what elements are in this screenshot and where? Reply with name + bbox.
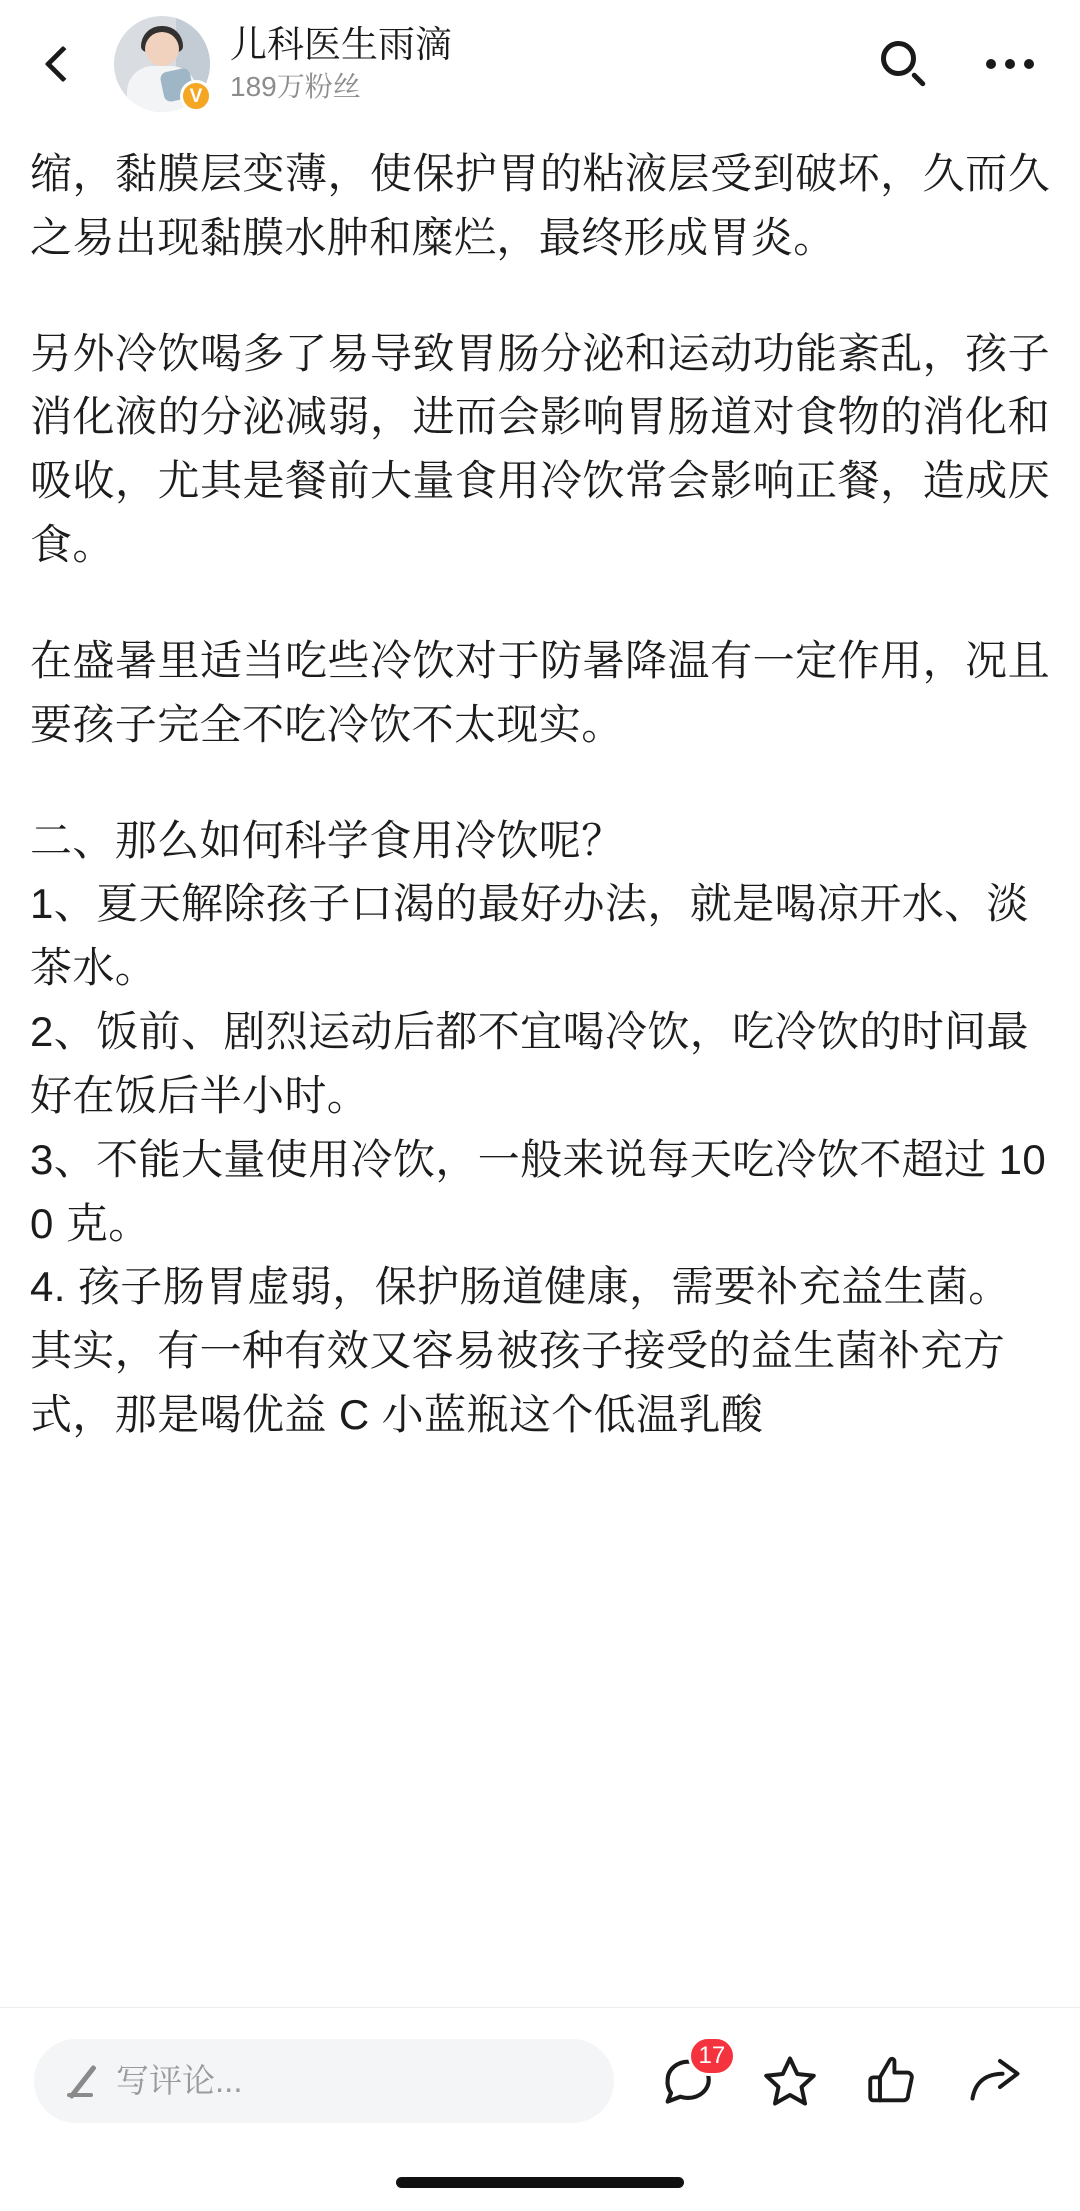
article-content[interactable] (0, 128, 1080, 2007)
content-fade (0, 1967, 1080, 2007)
article-paragraph: 在盛暑里适当吃些冷饮对于防暑降温有一定作用，况且要孩子完全不吃冷饮不太现实。 (30, 636, 1050, 748)
home-indicator[interactable] (396, 2177, 684, 2188)
article-section-heading: 二、那么如何科学食用冷饮呢？ (30, 816, 624, 864)
author-name: 儿科医生雨滴 (230, 23, 452, 65)
article-closing-paragraph: 其实，有一种有效又容易被孩子接受的益生菌补充方式，那是喝优益 C 小蓝瓶这个低温乳酸 (30, 1327, 1006, 1439)
action-icons (614, 2038, 1046, 2124)
author-followers: 189万粉丝 (230, 71, 361, 103)
bottom-action-bar (0, 2007, 1080, 2153)
pen-icon (64, 2064, 98, 2098)
search-button[interactable] (868, 28, 940, 100)
header-actions (868, 28, 1046, 100)
avatar[interactable] (114, 16, 210, 112)
thumbs-up-icon (863, 2052, 921, 2110)
comment-input-placeholder: 写评论... (116, 2062, 243, 2099)
search-icon (881, 41, 927, 87)
author-block[interactable] (114, 16, 858, 112)
like-button[interactable] (849, 2038, 935, 2124)
star-icon (760, 2051, 820, 2111)
back-button[interactable] (30, 31, 96, 97)
share-button[interactable] (952, 2038, 1038, 2124)
home-indicator-area (0, 2153, 1080, 2211)
more-dots-icon (986, 59, 1034, 69)
comment-button[interactable] (644, 2038, 730, 2124)
comment-input[interactable] (34, 2039, 614, 2123)
author-text (230, 25, 452, 103)
favorite-button[interactable] (747, 2038, 833, 2124)
app-header (0, 0, 1080, 128)
more-button[interactable] (974, 28, 1046, 100)
article-paragraph: 缩，黏膜层变薄，使保护胃的粘液层受到破坏，久而久之易出现黏膜水肿和糜烂，最终形成胃炎。 (30, 150, 1050, 261)
paragraph-spacer (30, 757, 1050, 809)
verified-badge-icon: V (180, 80, 212, 112)
article-list-item: 3、不能大量使用冷饮，一般来说每天吃冷饮不超过 100 克。 (30, 1135, 1047, 1247)
share-arrow-icon (965, 2051, 1025, 2111)
paragraph-spacer (30, 270, 1050, 322)
back-chevron-icon (45, 46, 82, 83)
paragraph-spacer (30, 577, 1050, 629)
article-paragraph: 另外冷饮喝多了易导致胃肠分泌和运动功能紊乱，孩子消化液的分泌减弱，进而会影响胃肠道对食物的消化和吸收，尤其是餐前大量食用冷饮常会影响正餐，造成厌食。 (30, 329, 1050, 569)
article-list-item: 4. 孩子肠胃虚弱，保护肠道健康，需要补充益生菌。 (30, 1263, 1011, 1311)
comment-count-badge: 17 (688, 2036, 737, 2076)
article-list-item: 1、夏天解除孩子口渴的最好办法，就是喝凉开水、淡茶水。 (30, 880, 1029, 992)
article-list-item: 2、饭前、剧烈运动后都不宜喝冷饮，吃冷饮的时间最好在饭后半小时。 (30, 1008, 1029, 1119)
